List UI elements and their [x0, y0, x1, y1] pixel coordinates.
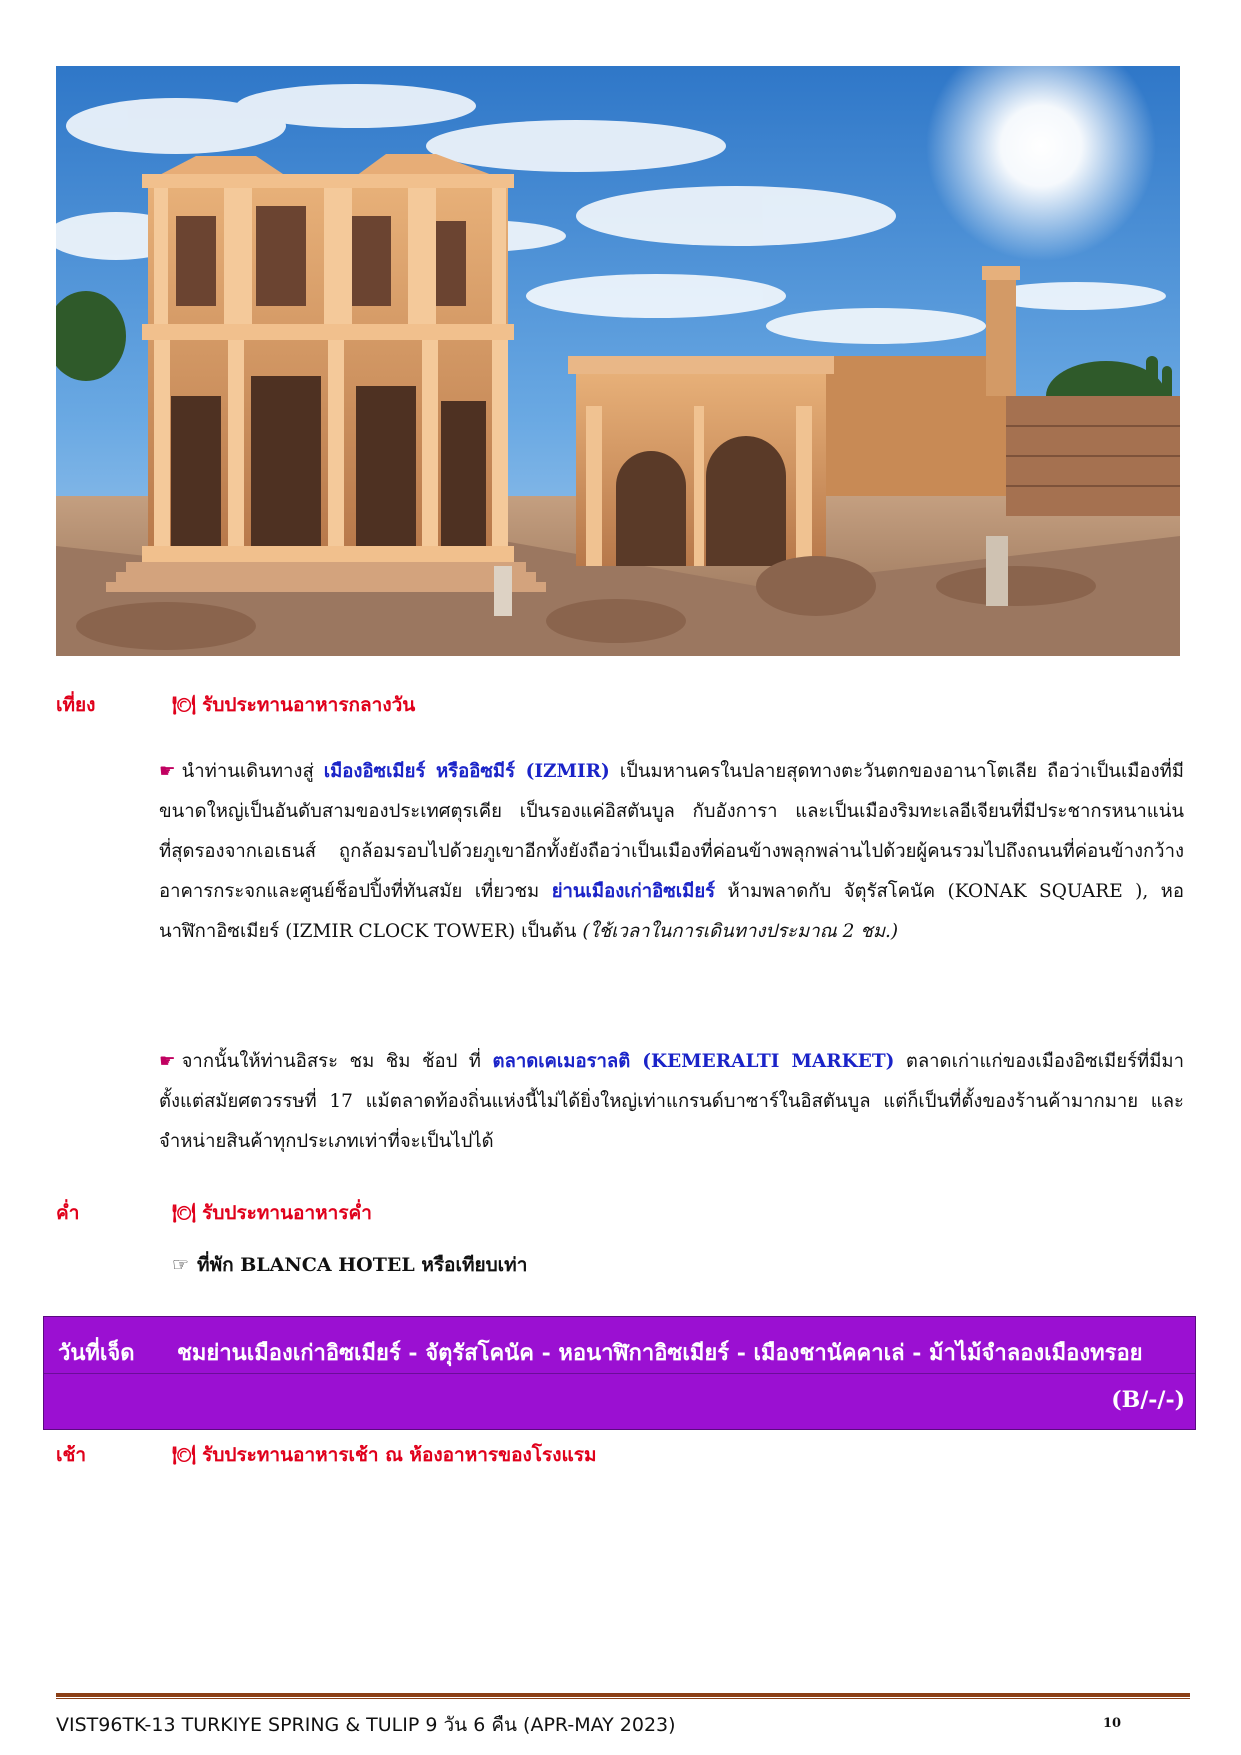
para2-text-2: ตลาดเก่าแก่ของเมืองอิซเมียร์ที่มีมาตั้งแต่สมัยศตวรรษที่ 17 แม้ตลาดท้องถิ่นแห่งนี้ไม่ได้ยิ่งใหญ่เท่าแกรนด์บาซาร์ในอิสตันบูล แต่ก็เป็นที่ตั้งของร้านค้ามากมาย และจำหน่ายสินค้าทุกประเภทเท่าที่จะเป็นไปได้ [159, 1051, 1184, 1152]
dinner-heading [172, 1198, 372, 1228]
dinner-meal-text: รับประทานอาหารค่ำ [202, 1202, 372, 1224]
hotel-text: ที่พัก BLANCA HOTEL หรือเทียบเท่า [197, 1254, 528, 1276]
day-seven-banner [43, 1316, 1196, 1430]
hotel-line [172, 1250, 527, 1280]
pointing-hand-icon: ☛ [159, 761, 176, 782]
footer-program-code: VIST96TK-13 TURKIYE SPRING & TULIP 9 วัน 6 คืน (APR-MAY 2023) [56, 1714, 676, 1736]
para2-text-1: จากนั้นให้ท่านอิสระ ชม ชิม ช้อป ที่ [181, 1051, 493, 1072]
day-seven-route: ชมย่านเมืองเก่าอิซเมียร์ - จัตุรัสโคนัค - หอนาฬิกาอิซเมียร์ - เมืองชานัคคาเล่ - ม้าไม้จำลองเมืองทรอย [177, 1340, 1143, 1366]
para1-text-2: เป็นมหานครในปลายสุดทางตะวันตกของอานาโตเลีย ถือว่าเป็นเมืองที่มีขนาดใหญ่เป็นอันดับสามของประเทศตุรเคีย เป็นรองแค่อิสตันบูล กับอังการา และเป็นเมืองริมทะเลอีเจียนที่มีประชากรหนาแน่นที่สุดรองจากเอเธนส์ ถูกล้อมรอบไปด้วยภูเขาอีกทั้งยังถือว่าเป็นเมืองที่ค่อนข้างพลุกพล่านไปด้วยผู้คนรวมไปถึงถนนที่ค่อนข้างกว้าง อาคารกระจกและศูนย์ช็อปปิ้งที่ทันสมัย เที่ยวชม [159, 761, 1185, 902]
day-seven-meals: (B/-/-) [1111, 1387, 1185, 1413]
travel-time-note: (ใช้เวลาในการเดินทางประมาณ 2 ชม.) [582, 921, 899, 942]
pointing-hand-icon: ☛ [159, 1051, 176, 1072]
lunch-meal-text: รับประทานอาหารกลางวัน [202, 694, 416, 716]
izmir-paragraph [159, 752, 1184, 952]
izmir-highlight: เมืองอิซเมียร์ หรืออิซมีร์ (IZMIR) [323, 761, 610, 782]
fork-knife-icon: 🍽 [172, 694, 197, 716]
kemeralti-highlight: ตลาดเคเมอราลติ (KEMERALTI MARKET) [492, 1051, 895, 1072]
dinner-time-label: ค่ำ [56, 1202, 80, 1224]
breakfast-heading [172, 1440, 596, 1470]
footer-rule-thick [56, 1693, 1190, 1697]
para1-text-1: นำท่านเดินทางสู่ [181, 761, 324, 782]
lunch-heading [172, 690, 415, 720]
footer-rule-thin [56, 1698, 1190, 1699]
celsus-library-image [56, 66, 1180, 656]
old-town-highlight: ย่านเมืองเก่าอิซเมียร์ [551, 881, 716, 902]
fork-knife-icon: 🍽 [172, 1202, 197, 1224]
page-number: 10 [1103, 1716, 1122, 1731]
banner-divider [44, 1373, 1195, 1374]
hero-photo [56, 66, 1180, 656]
lunch-time-label: เที่ยง [56, 694, 96, 716]
fork-knife-icon: 🍽 [172, 1444, 197, 1466]
hotel-hand-icon: ☞ [172, 1254, 190, 1276]
para1-text-3: ห้ามพลาดกับ จัตุรัสโคนัค (KONAK SQUARE ), หอนาฬิกาอิซเมียร์ (IZMIR CLOCK TOWER) เป็นต้น [159, 881, 1184, 942]
day-seven-label: วันที่เจ็ด [58, 1340, 135, 1366]
kemeralti-paragraph [159, 1042, 1184, 1162]
breakfast-time-label: เช้า [56, 1444, 87, 1466]
breakfast-meal-text: รับประทานอาหารเช้า ณ ห้องอาหารของโรงแรม [202, 1444, 597, 1466]
